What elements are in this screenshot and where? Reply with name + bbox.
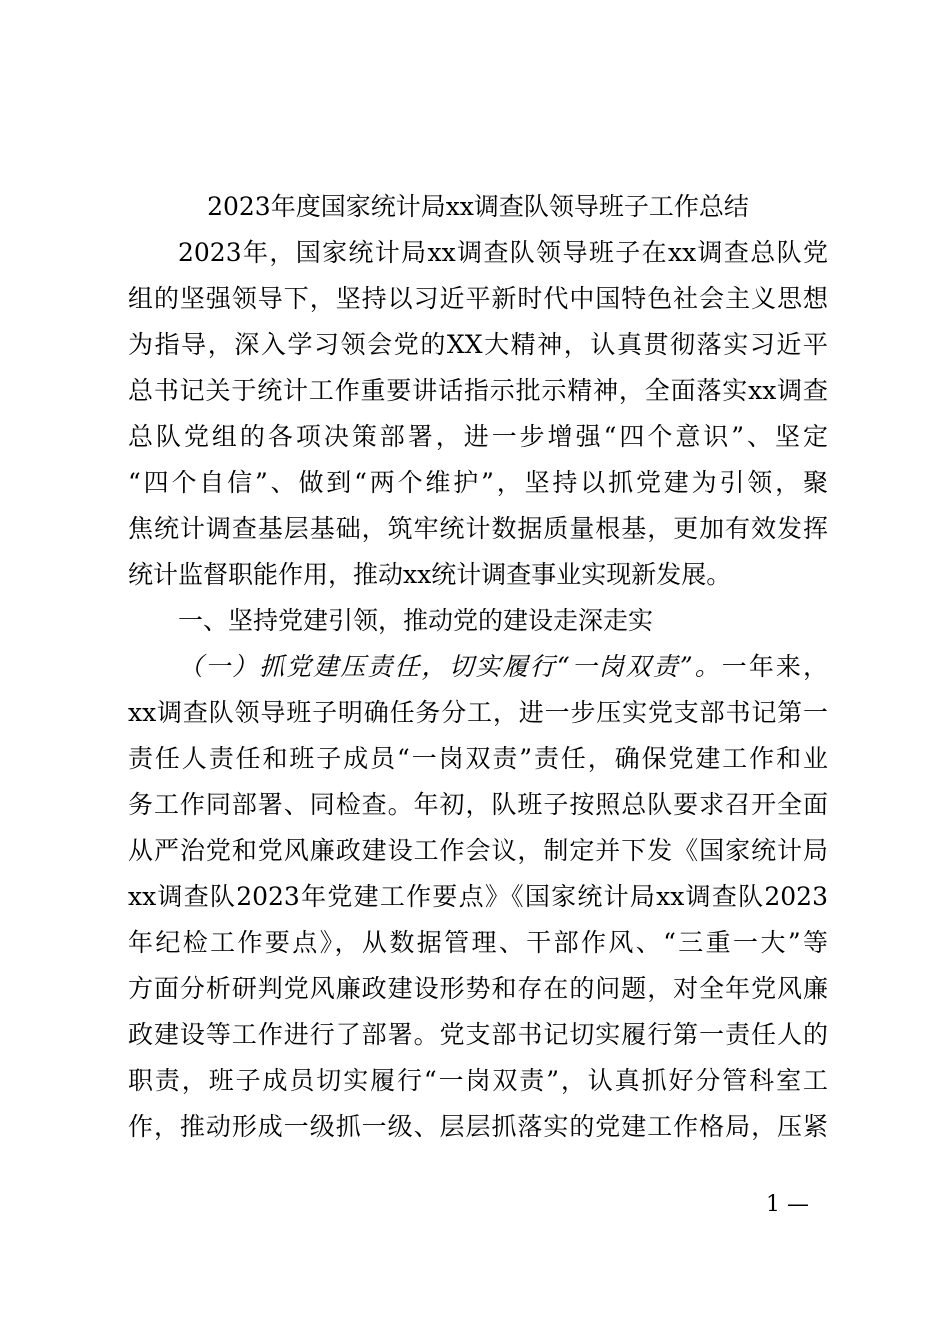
document-body — [128, 184, 828, 1150]
intro-line-2: 组的坚强领导下，坚持以习近平新时代中国特色社会主义思想 — [128, 284, 828, 313]
intro-line-7: 焦统计调查基层基础，筑牢统计数据质量根基，更加有效发挥 — [128, 514, 828, 543]
subsection-1-heading: （一）抓党建压责任，切实履行“一岗双责”。 — [178, 652, 722, 681]
subsection-1-line-8: 政建设等工作进行了部署。党支部书记切实履行第一责任人的 — [128, 1020, 828, 1049]
subsection-1-line-7: 方面分析研判党风廉政建设形势和存在的问题，对全年党风廉 — [128, 974, 828, 1003]
subsection-1-line-3: 务工作同部署、同检查。年初，队班子按照总队要求召开全面 — [128, 790, 828, 819]
subsection-1-line-4: 从严治党和党风廉政建设工作会议，制定并下发《国家统计局 — [128, 836, 828, 865]
subsection-1-line-1: xx调查队领导班子明确任务分工，进一步压实党支部书记第一 — [128, 698, 828, 727]
subsection-1-line-6: 年纪检工作要点》，从数据管理、干部作风、“三重一大”等 — [128, 928, 828, 957]
subsection-1-line-9: 职责，班子成员切实履行“一岗双责”，认真抓好分管科室工 — [128, 1066, 828, 1095]
intro-line-3: 为指导，深入学习领会党的XX大精神，认真贯彻落实习近平 — [128, 330, 828, 359]
intro-line-8: 统计监督职能作用，推动xx统计调查事业实现新发展。 — [128, 560, 732, 589]
subsection-1-line-5: xx调查队2023年党建工作要点》《国家统计局xx调查队2023 — [128, 882, 828, 911]
subsection-1-line-10: 作，推动形成一级抓一级、层层抓落实的党建工作格局，压紧 — [128, 1112, 828, 1141]
intro-line-1: 2023年，国家统计局xx调查队领导班子在xx调查总队党 — [178, 238, 828, 267]
intro-line-5: 总队党组的各项决策部署，进一步增强“四个意识”、坚定 — [128, 422, 828, 451]
subsection-1-first-text: 一年来， — [721, 652, 828, 681]
subsection-1-first-line — [128, 644, 828, 690]
subsection-1-line-2: 责任人责任和班子成员“一岗双责”责任，确保党建工作和业 — [128, 744, 828, 773]
document-title: 2023年度国家统计局xx调查队领导班子工作总结 — [207, 192, 749, 221]
intro-line-4: 总书记关于统计工作重要讲话指示批示精神，全面落实xx调查 — [128, 376, 828, 405]
intro-line-6: “四个自信”、做到“两个维护”，坚持以抓党建为引领，聚 — [128, 468, 828, 497]
page-number: 1 — — [766, 1192, 809, 1217]
section-1-heading: 一、坚持党建引领，推动党的建设走深走实 — [178, 606, 654, 635]
